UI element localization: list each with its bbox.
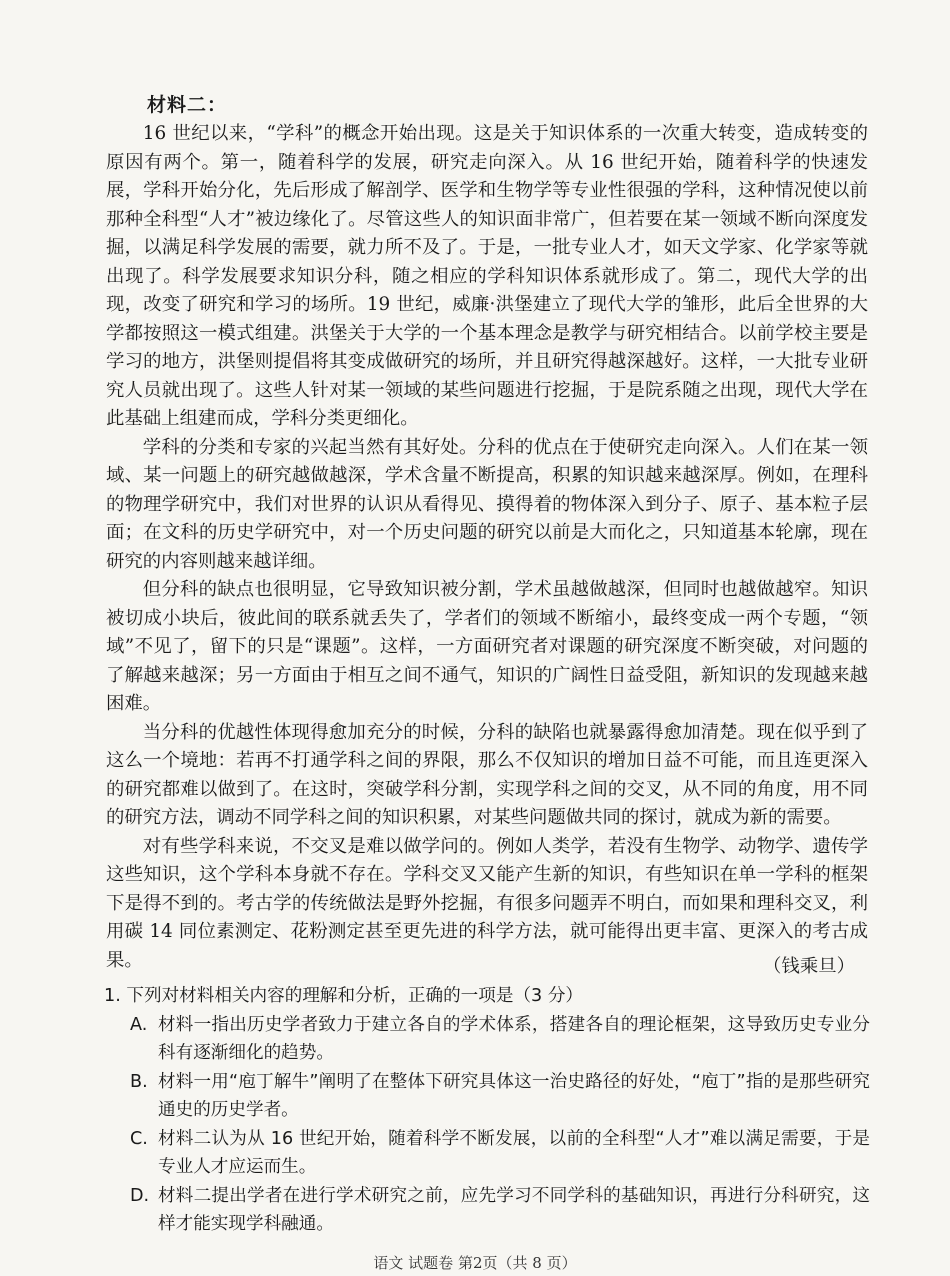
page-footer: 语文 试题卷 第2页（共 8 页） (373, 1254, 577, 1272)
question-stem: 1. 下列对材料相关内容的理解和分析，正确的一项是（3 分） (104, 986, 584, 1006)
material-heading: 材料二： (147, 94, 228, 116)
option-letter: C. (130, 1128, 148, 1149)
option-a[interactable] (104, 1011, 870, 1068)
paragraph: 但分科的缺点也很明显，它导致知识被分割，学术虽越做越深，但同时也越做越窄。知识被切成小块后，彼此间的联系就丢失了，学者们的领域不断缩小，最终变成一两个专题，“领域”不见了，留下的只是“课题”。这样，一方面研究者对课题的研究深度不断突破，对问题的了解越来越深；另一方面由于相互之间不通气，知识的广阔性日益受阻，新知识的发现越来越困难。 (106, 579, 868, 714)
paragraph: 当分科的优越性体现得愈加充分的时候，分科的缺陷也就暴露得愈加清楚。现在似乎到了这么一个境地：若再不打通学科之间的界限，那么不仅知识的增加日益不可能，而且连更深入的研究都难以做到了。在这时，突破学科分割，实现学科之间的交叉，从不同的角度，用不同的研究方法，调动不同学科之间的知识积累，对某些问题做共同的探讨，就成为新的需要。 (106, 721, 868, 828)
option-text: 材料一用“庖丁解牛”阐明了在整体下研究具体这一治史路径的好处，“庖丁”指的是那些研究通史的历史学者。 (158, 1071, 870, 1120)
option-c[interactable] (104, 1125, 870, 1182)
option-letter: B. (130, 1071, 148, 1092)
paragraph: 16 世纪以来，“学科”的概念开始出现。这是关于知识体系的一次重大转变，造成转变的原因有两个。第一，随着科学的发展，研究走向深入。从 16 世纪开始，随着科学的快速发展，学科开始分化，先后形成了解剖学、医学和生物学等专业性很强的学科，这种情况使以前那种全科型“人才”被边缘化了。尽管这些人的知识面非常广，但若要在某一领域不断向深度发掘，以满足科学发展的需要，就力所不及了。于是，一批专业人才，如天文学家、化学家等就出现了。科学发展要求知识分科，随之相应的学科知识体系就形成了。第二，现代大学的出现，改变了研究和学习的场所。19 世纪，威廉·洪堡建立了现代大学的雏形，此后全世界的大学都按照这一模式组建。洪堡关于大学的一个基本理念是教学与研究相结合。以前学校主要是学习的地方，洪堡则提倡将其变成做研究的场所，并且研究得越深越好。这样，一大批专业研究人员就出现了。这些人针对某一领域的某些问题进行挖掘，于是院系随之出现，现代大学在此基础上组建而成，学科分类更细化。 (106, 123, 868, 429)
option-text: 材料二提出学者在进行学术研究之前，应先学习不同学科的基础知识，再进行分科研究，这样才能实现学科融通。 (158, 1185, 870, 1234)
material-body (106, 120, 868, 975)
option-b[interactable] (104, 1068, 870, 1125)
paragraph: 对有些学科来说，不交叉是难以做学问的。例如人类学，若没有生物学、动物学、遗传学这些知识，这个学科本身就不存在。学科交叉又能产生新的知识，有些知识在单一学科的框架下是得不到的。考古学的传统做法是野外挖掘，有很多问题弄不明白，而如果和理科交叉，利用碳 14 同位素测定、花粉测定甚至更先进的科学方法，就可能得出更丰富、更深入的考古成果。 (106, 835, 868, 971)
option-letter: A. (130, 1014, 148, 1035)
option-text: 材料一指出历史学者致力于建立各自的学术体系，搭建各自的理论框架，这导致历史专业分科有逐渐细化的趋势。 (158, 1014, 870, 1063)
source-attribution: （钱乘旦） (763, 956, 855, 977)
option-d[interactable] (104, 1182, 870, 1239)
paragraph: 学科的分类和专家的兴起当然有其好处。分科的优点在于使研究走向深入。人们在某一领域、某一问题上的研究越做越深，学术含量不断提高，积累的知识越来越深厚。例如，在理科的物理学研究中，我们对世界的认识从看得见、摸得着的物体深入到分子、原子、基本粒子层面；在文科的历史学研究中，对一个历史问题的研究以前是大而化之，只知道基本轮廓，现在研究的内容则越来越详细。 (106, 436, 868, 572)
question-1 (104, 982, 870, 1239)
option-text: 材料二认为从 16 世纪开始，随着科学不断发展，以前的全科型“人才”难以满足需要，于是专业人才应运而生。 (158, 1128, 870, 1177)
option-letter: D. (130, 1185, 150, 1206)
